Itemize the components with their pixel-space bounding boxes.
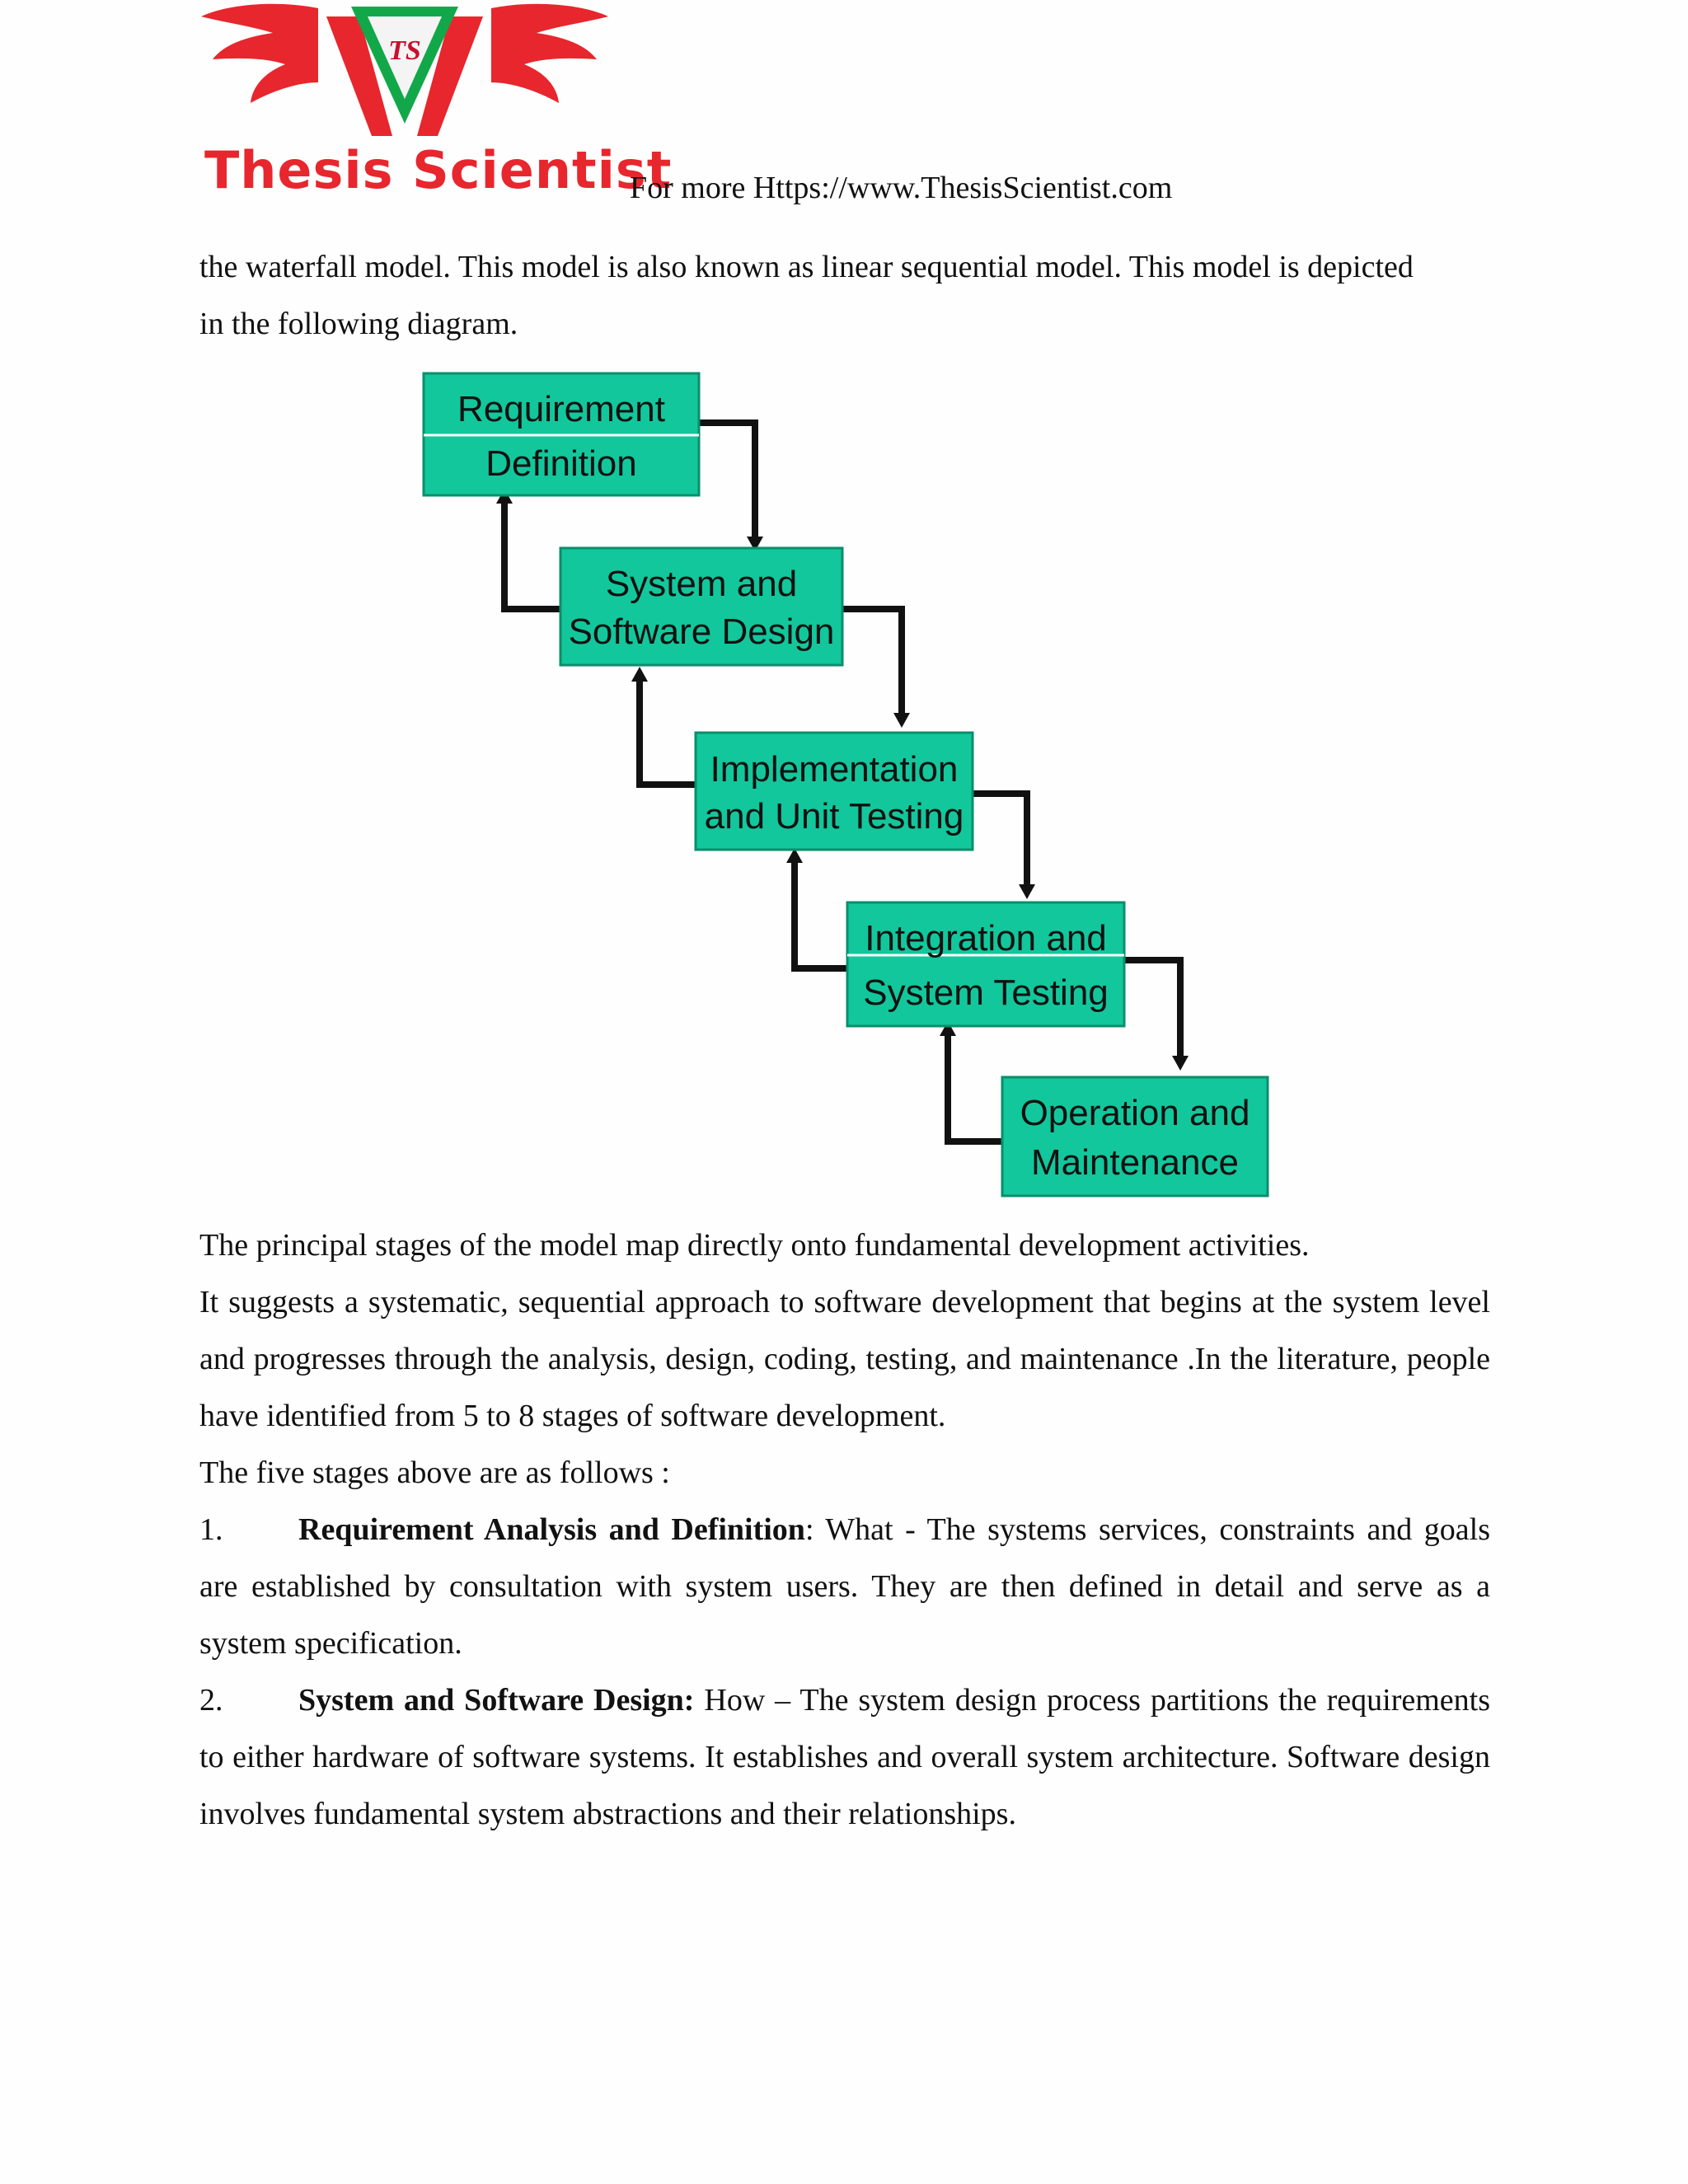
arrowhead-down-3 [1019, 884, 1035, 899]
stage-requirement-definition [424, 373, 699, 495]
stage-implementation-unit-testing [696, 733, 973, 850]
list-item-1-text: : What - The systems services, constraints and goals are established by consultation with system users. They are then defined in detail and serve as a system specification. [199, 1512, 1491, 1661]
list-item-2-title: System and Software Design: [298, 1683, 695, 1718]
list-item-2-text: How – The system design process partitions the requirements to either hardware of software systems. It establishes and overall system architecture. Software design involves fundamental system abstractions and their relationships. [199, 1683, 1490, 1831]
stage-3-line-2: and Unit Testing [704, 796, 964, 837]
list-item-1 [199, 1502, 1490, 1672]
arrow-down-4 [1124, 960, 1180, 1064]
waterfall-diagram [412, 367, 1278, 1206]
arrowhead-up-2 [631, 667, 648, 682]
arrowhead-down-2 [893, 713, 910, 728]
stage-4-line-2: System Testing [863, 972, 1109, 1013]
stage-2-line-1: System and [605, 564, 798, 604]
stage-4-line-1: Integration and [865, 918, 1107, 958]
stage-5-line-1: Operation and [1020, 1093, 1250, 1133]
list-item-2-number: 2. [199, 1683, 223, 1718]
logo-monogram: TS [388, 35, 421, 66]
stage-integration-system-testing [847, 902, 1124, 1026]
intro-line-1: the waterfall model. This model is also known as linear sequential model. This model is depicted [199, 250, 1414, 284]
list-item-2 [199, 1672, 1490, 1843]
stage-operation-maintenance [1002, 1077, 1268, 1196]
stage-5-line-2: Maintenance [1031, 1142, 1239, 1183]
stage-3-line-1: Implementation [710, 749, 959, 790]
list-item-1-title: Requirement Analysis and Definition [298, 1512, 805, 1547]
paragraph-systematic-approach: It suggests a systematic, sequential approach to software development that begins at the system level and progresses through the analysis, design, coding, testing, and maintenance .In the literature, people have identified from 5 to 8 stages of software development. [199, 1285, 1490, 1433]
paragraph-five-stages: The five stages above are as follows : [199, 1455, 670, 1490]
arrow-down-3 [973, 794, 1027, 893]
arrow-down-2 [842, 609, 902, 721]
header-link[interactable]: For more Https://www.ThesisScientist.com [630, 171, 1173, 205]
stage-2-line-2: Software Design [568, 612, 835, 652]
arrow-down-1 [699, 423, 755, 545]
paragraph-principal-stages: The principal stages of the model map directly onto fundamental development activities. [199, 1228, 1310, 1263]
logo [195, 0, 673, 216]
intro-line-2: in the following diagram. [199, 307, 518, 341]
arrow-up-3 [795, 858, 847, 968]
list-item-1-number: 1. [199, 1512, 223, 1547]
stage-1-line-2: Definition [485, 443, 637, 484]
arrow-up-1 [504, 499, 560, 609]
stage-system-software-design [560, 548, 842, 665]
arrow-up-2 [640, 677, 696, 785]
arrow-up-4 [948, 1031, 1002, 1141]
arrowhead-down-4 [1172, 1056, 1189, 1071]
logo-text: Thesis Scientist [204, 140, 673, 200]
stage-1-line-1: Requirement [457, 389, 665, 429]
